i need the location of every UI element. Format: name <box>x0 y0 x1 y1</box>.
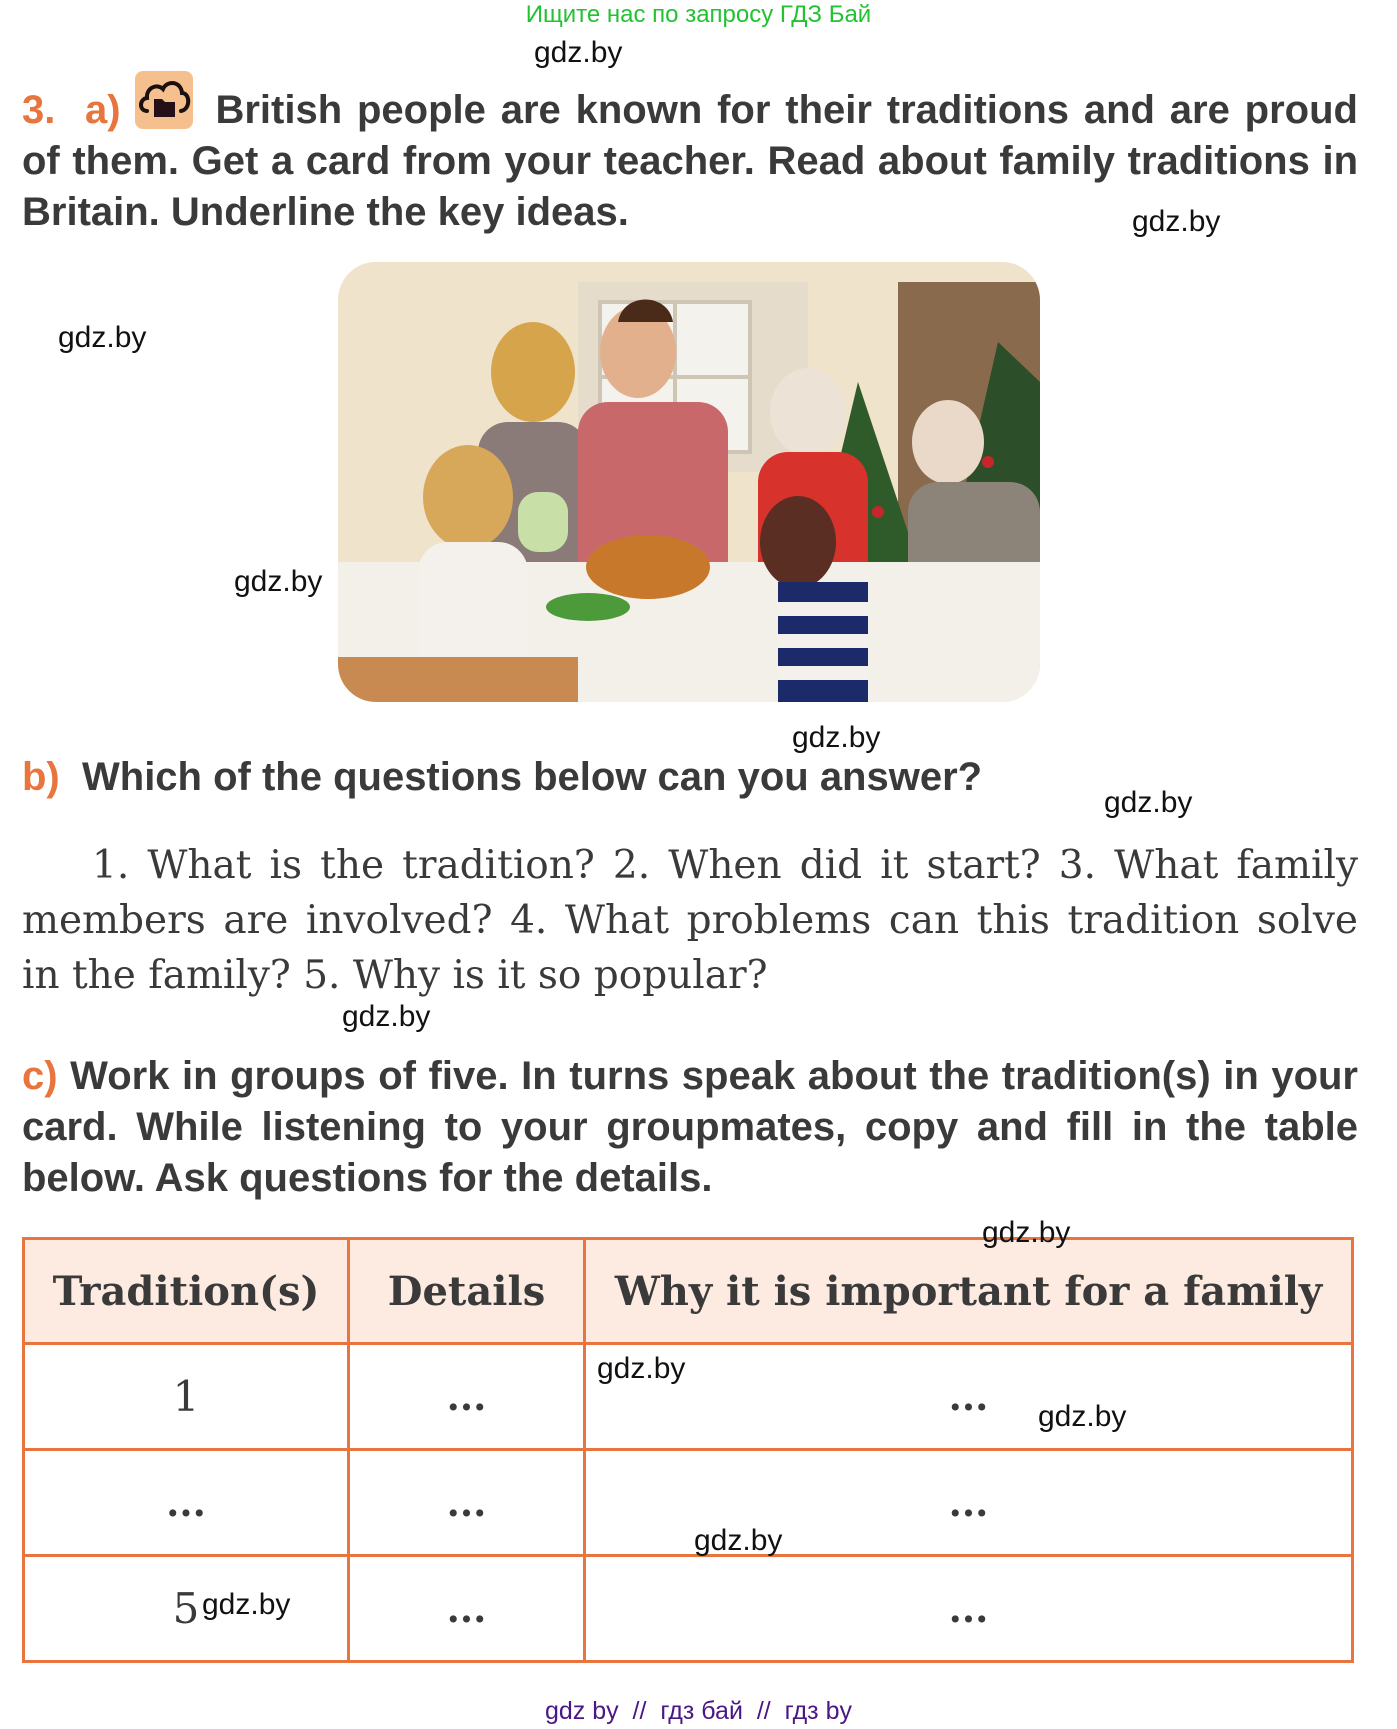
exercise-number: 3. <box>22 88 56 132</box>
cloud-folder-icon <box>135 71 193 129</box>
table-row <box>24 1450 1353 1556</box>
watermark: gdz.by <box>1038 1400 1127 1433</box>
watermark: gdz.by <box>694 1524 783 1557</box>
cell-details: ... <box>349 1344 585 1450</box>
table-header-row <box>24 1239 1353 1344</box>
watermark: gdz.by <box>597 1352 686 1385</box>
part-a-label: a) <box>85 88 121 132</box>
questions-list: 1. What is the tradition? 2. When did it start? 3. What family members are involved? 4. What problems can this tradition solve in the family? 5. Why is it so popular? <box>22 843 1358 998</box>
cell-why: ... <box>585 1450 1353 1556</box>
part-a-text: British people are known for their traditions and are proud of them. Get a card from your teacher. Read about family traditions in Britain. Underline the key ideas. <box>22 88 1358 234</box>
watermark: gdz.by <box>534 36 623 69</box>
cell-details: ... <box>349 1450 585 1556</box>
header-why-important: Why it is important for a family <box>585 1239 1353 1344</box>
header-details: Details <box>349 1239 585 1344</box>
watermark: gdz.by <box>1132 205 1221 238</box>
footer-links: gdz by // гдз бай // гдз by <box>544 1697 852 1725</box>
table-row <box>24 1344 1353 1450</box>
cell-tradition: 5 <box>24 1556 349 1662</box>
cell-why: ... <box>585 1344 1353 1450</box>
watermark: gdz.by <box>234 565 323 598</box>
part-b-label: b) <box>22 755 60 799</box>
part-c-instruction <box>22 1051 1358 1204</box>
watermark: gdz.by <box>58 321 147 354</box>
watermark: gdz.by <box>792 721 881 754</box>
part-a-instruction <box>22 71 1358 238</box>
watermark: gdz.by <box>202 1588 291 1621</box>
cell-why: ... <box>585 1556 1353 1662</box>
watermark: gdz.by <box>1104 786 1193 819</box>
part-c-label: c) <box>22 1054 58 1098</box>
cell-details: ... <box>349 1556 585 1662</box>
family-dinner-photo <box>338 262 1040 702</box>
search-banner: Ищите нас по запросу ГДЗ Бай <box>525 1 872 28</box>
part-b-instruction <box>22 752 982 803</box>
watermark: gdz.by <box>342 1000 431 1033</box>
watermark: gdz.by <box>982 1216 1071 1249</box>
cell-tradition: ... <box>24 1450 349 1556</box>
part-c-text: Work in groups of five. In turns speak about the tradition(s) in your card. While listening to your groupmates, copy and fill in the table below. Ask questions for the details. <box>22 1054 1358 1200</box>
cell-tradition: 1 <box>24 1344 349 1450</box>
header-traditions: Tradition(s) <box>24 1239 349 1344</box>
part-b-text: Which of the questions below can you answer? <box>82 755 983 799</box>
